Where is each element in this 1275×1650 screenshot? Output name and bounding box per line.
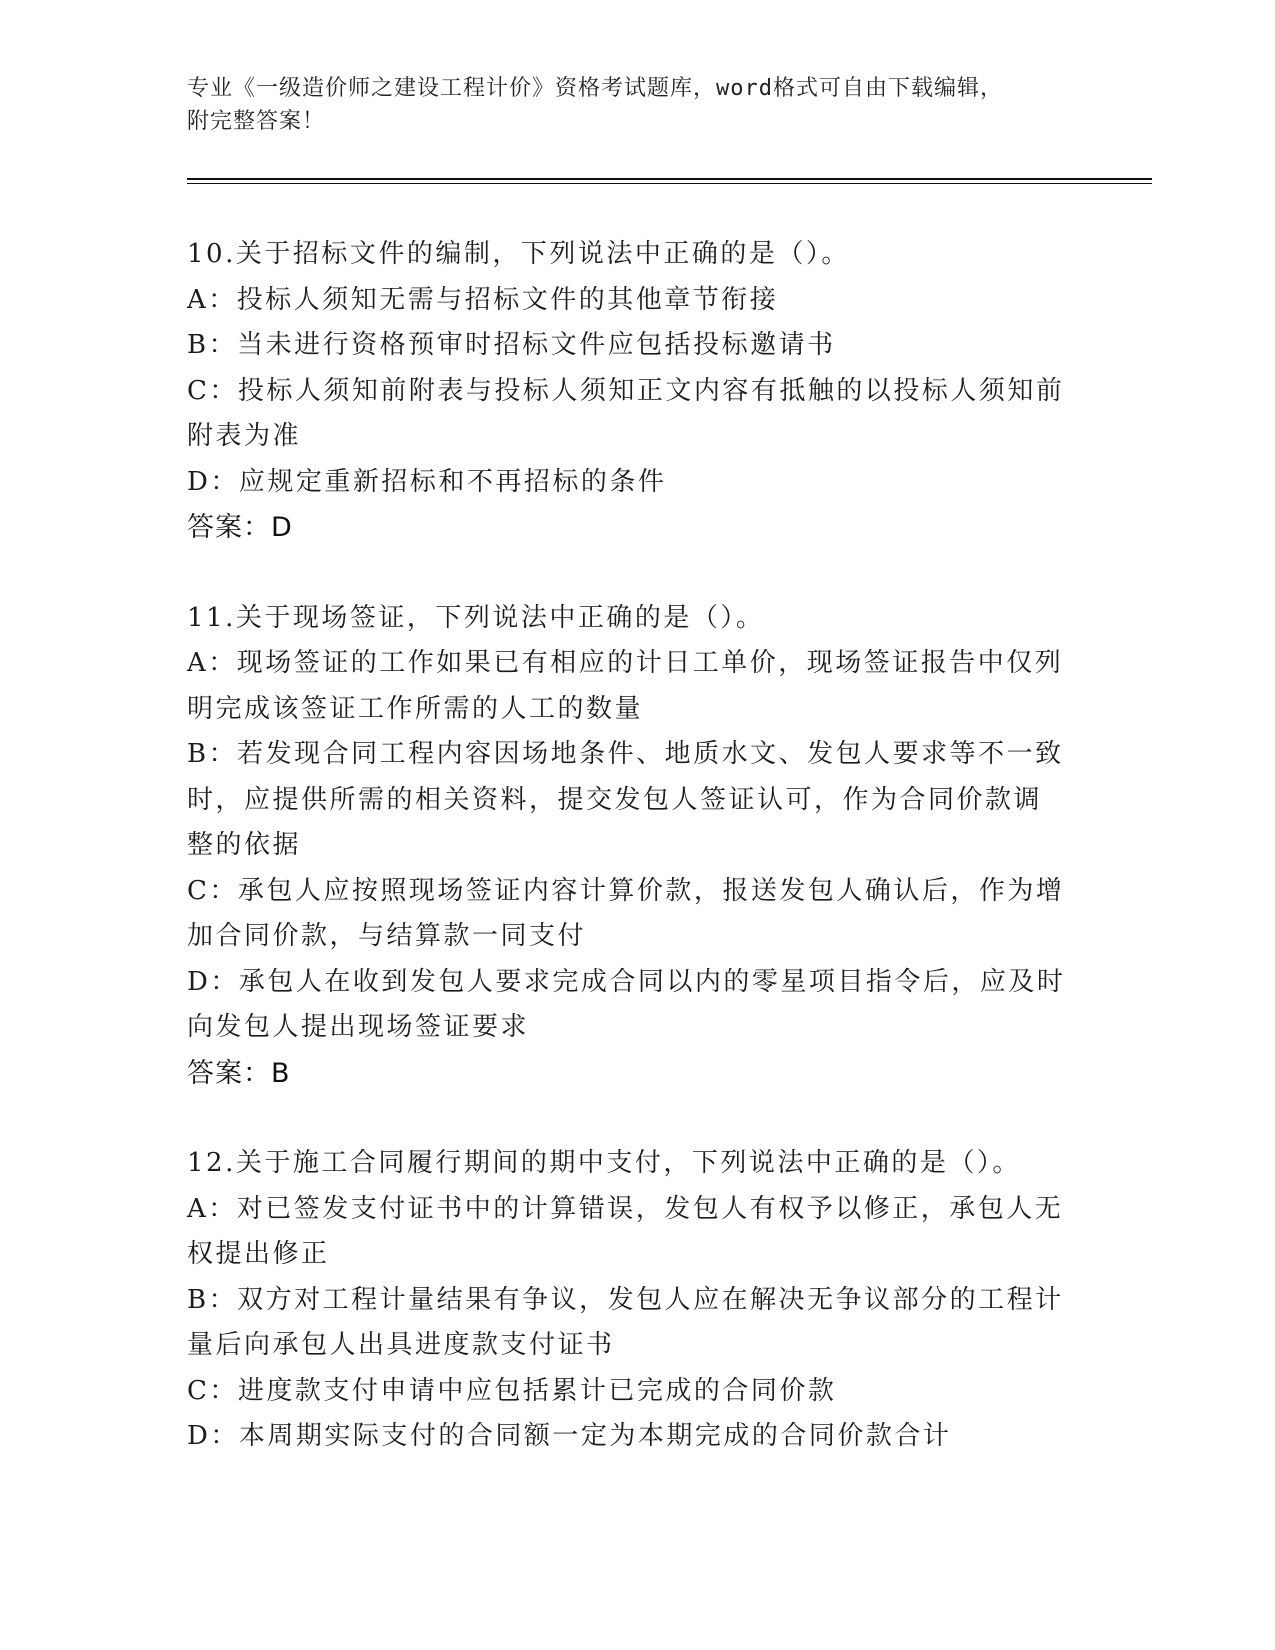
option-line: 权提出修正 — [187, 1239, 330, 1269]
option-line: A：对已签发支付证书中的计算错误，发包人有权予以修正，承包人无 — [187, 1193, 1064, 1224]
question-stem: 12.关于施工合同履行期间的期中支付，下列说法中正确的是（）。 — [187, 1148, 1021, 1178]
header-divider-thick — [187, 178, 1152, 180]
option-line: 加合同价款，与结算款一同支付 — [187, 921, 587, 951]
option-d — [187, 1414, 1067, 1460]
option-b — [187, 732, 1067, 869]
answer-label: 答案：D — [187, 512, 293, 543]
option-line: 明完成该签证工作所需的人工的数量 — [187, 693, 644, 724]
option-a — [187, 641, 1067, 732]
option-line: D：应规定重新招标和不再招标的条件 — [187, 466, 667, 497]
option-c — [187, 869, 1067, 960]
option-d — [187, 460, 1067, 506]
option-line: C：投标人须知前附表与投标人须知正文内容有抵触的以投标人须知前 — [187, 375, 1065, 406]
option-line: 量后向承包人出具进度款支付证书 — [187, 1330, 615, 1360]
question-stem: 11.关于现场签证，下列说法中正确的是（）。 — [187, 602, 765, 633]
option-b — [187, 1278, 1067, 1369]
option-line: 向发包人提出现场签证要求 — [187, 1012, 530, 1042]
option-line: D：承包人在收到发包人要求完成合同以内的零星项目指令后，应及时 — [187, 966, 1066, 997]
question-list — [187, 232, 1067, 1505]
option-line: C：承包人应按照现场签证内容计算价款，报送发包人确认后，作为增 — [187, 875, 1065, 906]
page-header — [187, 72, 1067, 138]
option-c — [187, 369, 1067, 460]
option-line: A：现场签证的工作如果已有相应的计日工单价，现场签证报告中仅列 — [187, 648, 1064, 678]
option-c — [187, 1369, 1067, 1415]
option-d — [187, 960, 1067, 1051]
option-line: D：本周期实际支付的合同额一定为本期完成的合同价款合计 — [187, 1421, 952, 1451]
header-line-2: 附完整答案！ — [187, 109, 326, 134]
option-line: C：进度款支付申请中应包括累计已完成的合同价款 — [187, 1375, 837, 1406]
question-11 — [187, 596, 1067, 1097]
header-line-1: 专业《一级造价师之建设工程计价》资格考试题库，word格式可自由下载编辑， — [187, 76, 1003, 101]
option-a — [187, 278, 1067, 324]
option-b — [187, 323, 1067, 369]
option-line: 时，应提供所需的相关资料，提交发包人签证认可，作为合同价款调 — [187, 784, 1043, 815]
option-line: A：投标人须知无需与招标文件的其他章节衔接 — [187, 284, 779, 315]
answer-label: 答案：B — [187, 1057, 291, 1089]
question-stem: 10.关于招标文件的编制，下列说法中正确的是（）。 — [187, 239, 850, 269]
option-line: B：当未进行资格预审时招标文件应包括投标邀请书 — [187, 330, 836, 360]
question-10 — [187, 232, 1067, 551]
option-line: B：若发现合同工程内容因场地条件、地质水文、发包人要求等不一致 — [187, 739, 1064, 769]
option-line: B：双方对工程计量结果有争议，发包人应在解决无争议部分的工程计 — [187, 1284, 1064, 1315]
option-a — [187, 1187, 1067, 1278]
option-line: 附表为准 — [187, 421, 302, 451]
option-line: 整的依据 — [187, 830, 302, 860]
question-12 — [187, 1141, 1067, 1460]
header-divider-thin — [187, 183, 1152, 184]
